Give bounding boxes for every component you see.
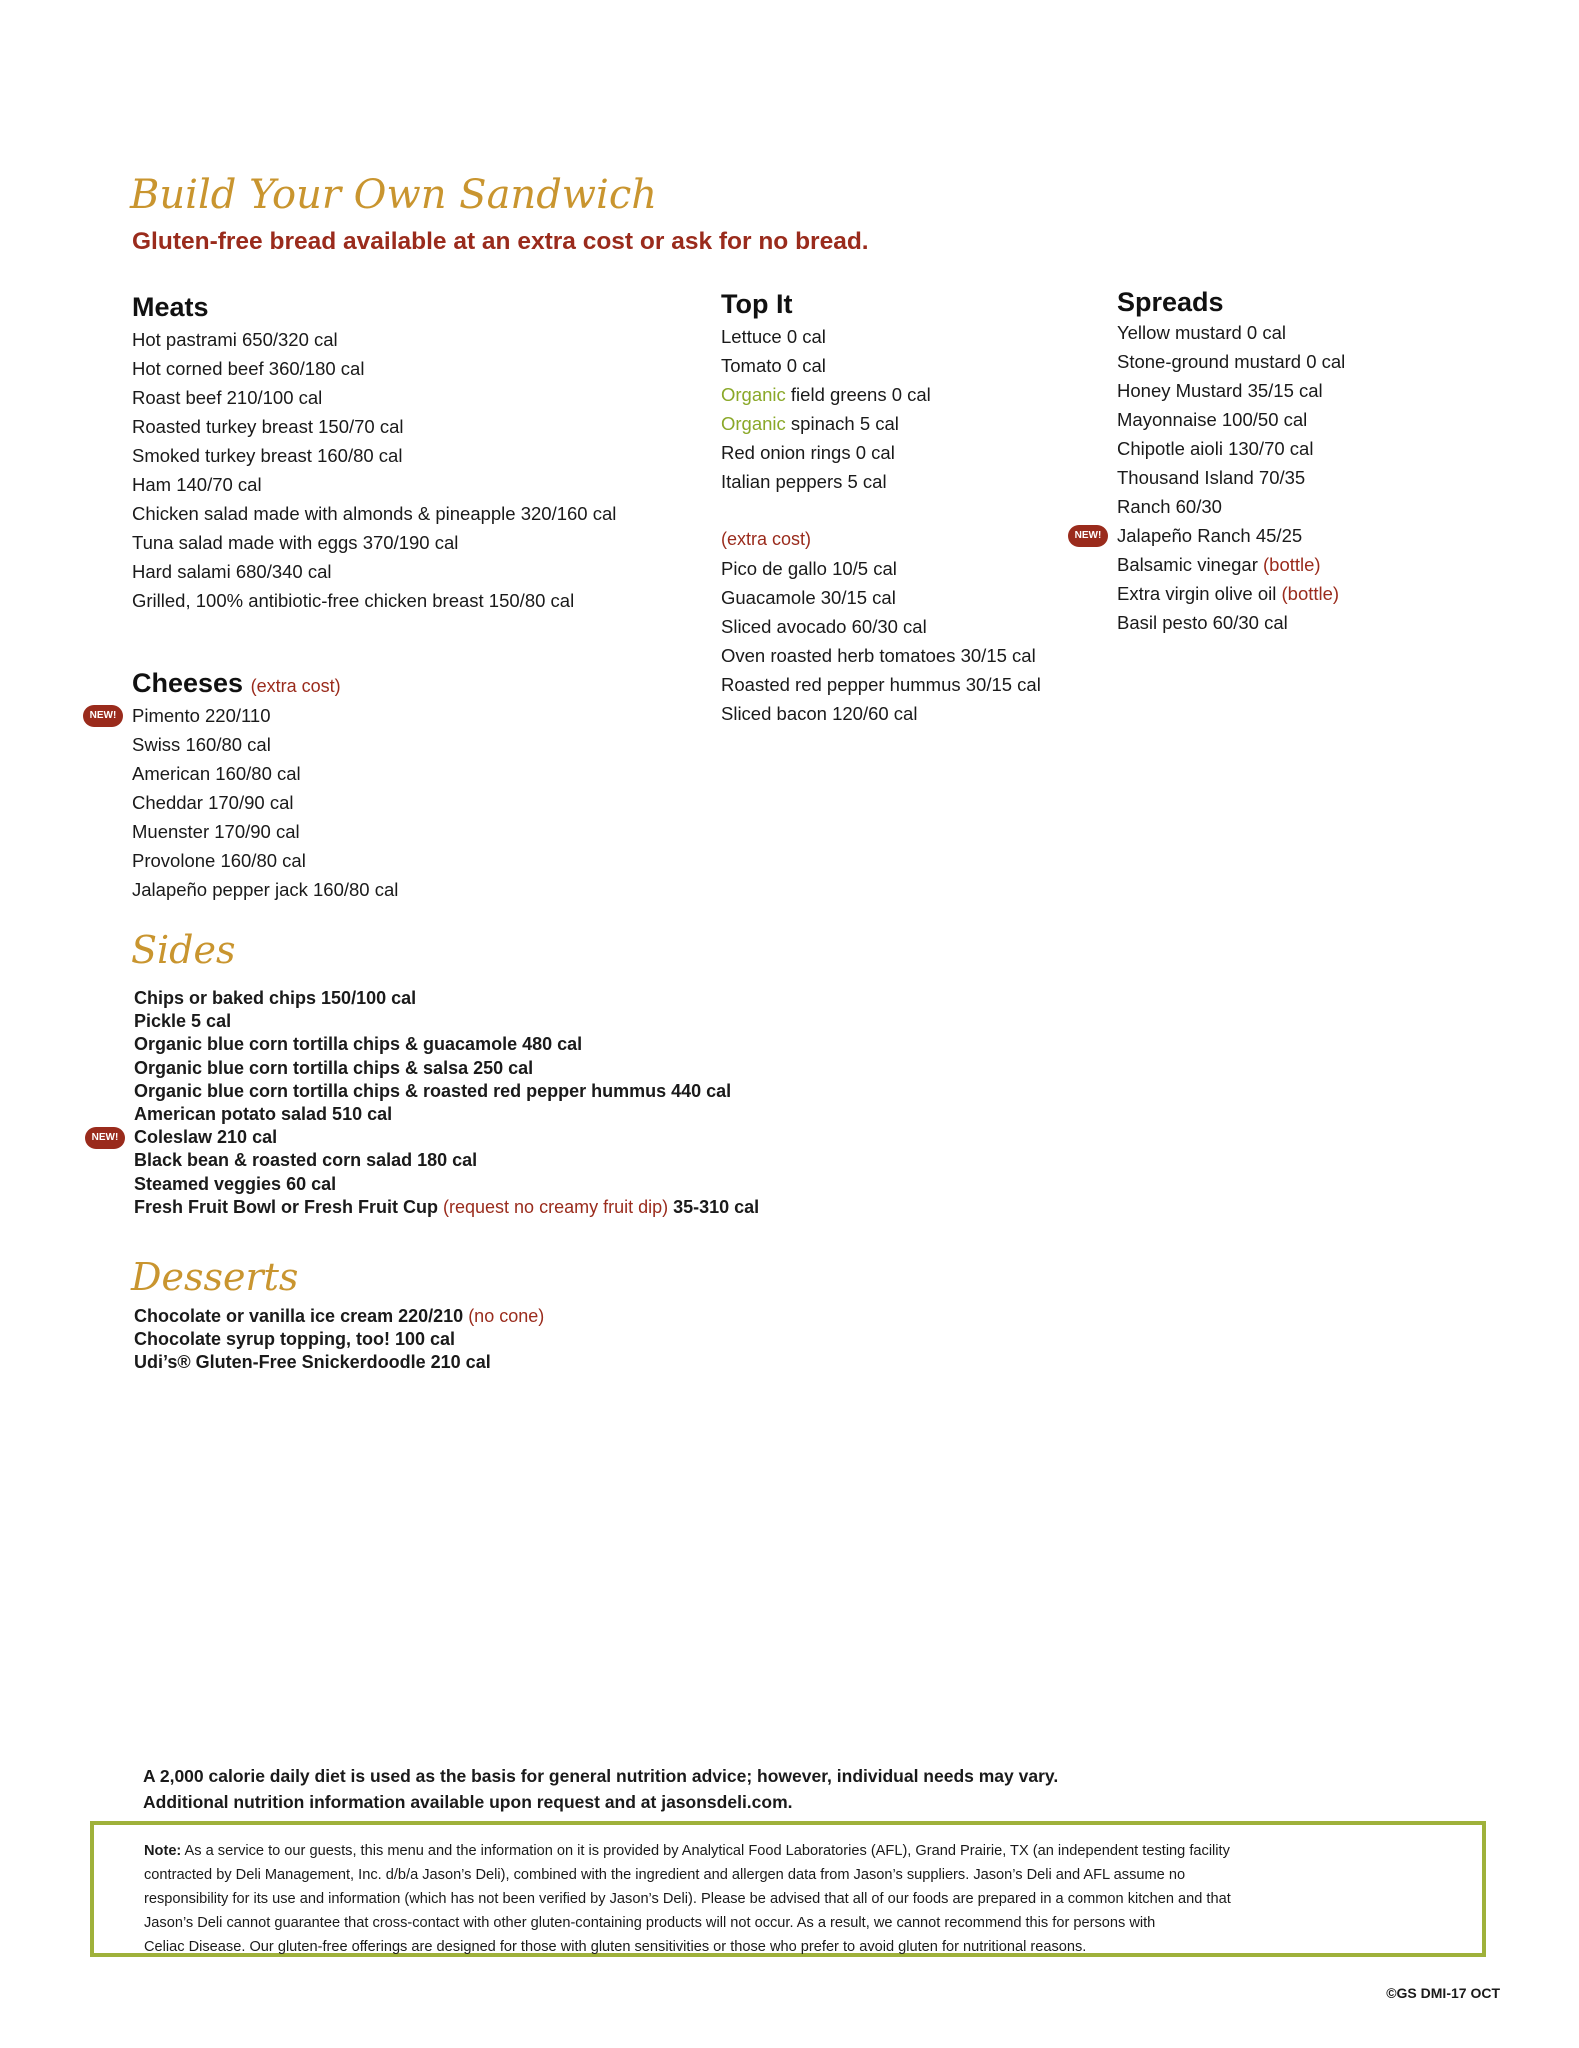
side-item: Organic blue corn tortilla chips & guacamole 480 cal — [134, 1034, 583, 1055]
top-it-section — [721, 289, 1041, 728]
meat-item: Hot pastrami 650/320 cal — [132, 329, 338, 350]
spread-item-label: Extra virgin olive oil — [1117, 583, 1282, 604]
meat-item: Roasted turkey breast 150/70 cal — [132, 416, 404, 437]
spread-item — [1117, 550, 1345, 579]
no-cone-note: (no cone) — [468, 1306, 545, 1326]
top-it-extra-cost-note: (extra cost) — [721, 529, 812, 549]
disclaimer-note-box — [90, 1821, 1486, 1957]
cheese-item-label: Pimento 220/110 — [132, 705, 271, 726]
cheeses-section — [89, 668, 399, 904]
top-it-extra-list — [721, 554, 1041, 728]
topping-item-label: field greens 0 cal — [785, 384, 931, 405]
organic-label: Organic — [721, 413, 786, 434]
note-text: As a service to our guests, this menu and the information on it is provided by Analytical Food Laboratories (AFL), Grand Prairie, TX (an independent testing facility — [181, 1843, 1230, 1859]
gluten-free-bread-note: Gluten-free bread available at an extra cost or ask for no bread. — [132, 228, 869, 255]
dessert-item: Chocolate syrup topping, too! 100 cal — [134, 1329, 456, 1350]
side-item: Chips or baked chips 150/100 cal — [134, 988, 417, 1008]
spread-item: Thousand Island 70/35 — [1117, 467, 1306, 488]
dessert-item — [134, 1305, 544, 1328]
spreads-list — [1074, 318, 1346, 637]
topping-item-label: spinach 5 cal — [785, 413, 899, 434]
cheeses-list — [89, 701, 399, 904]
side-item: American potato salad 510 cal — [134, 1104, 393, 1125]
cheeses-heading-label: Cheeses — [132, 668, 244, 698]
spread-item: Honey Mustard 35/15 cal — [1117, 380, 1323, 401]
topping-extra-item: Sliced avocado 60/30 cal — [721, 616, 927, 637]
organic-label: Organic — [721, 384, 786, 405]
side-item: Black bean & roasted corn salad 180 cal — [134, 1150, 478, 1171]
sides-heading: Sides — [131, 928, 236, 972]
top-it-list — [721, 322, 1041, 496]
topping-item — [721, 409, 1041, 438]
meat-item: Tuna salad made with eggs 370/190 cal — [132, 532, 459, 553]
spread-item: Yellow mustard 0 cal — [1117, 322, 1286, 343]
spreads-heading: Spreads — [1117, 287, 1224, 317]
note-line: responsibility for its use and information (which has not been verified by Jason’s Deli). Please be advised that all of our foods are prepared in a common kitchen and that — [144, 1891, 1231, 1907]
meat-item: Smoked turkey breast 160/80 cal — [132, 445, 403, 466]
cheese-item: Swiss 160/80 cal — [132, 734, 271, 755]
cheese-item: Muenster 170/90 cal — [132, 821, 300, 842]
topping-extra-item: Sliced bacon 120/60 cal — [721, 703, 918, 724]
topping-item: Tomato 0 cal — [721, 355, 826, 376]
nutrition-advice-line: Additional nutrition information available upon request and at jasonsdeli.com. — [143, 1792, 793, 1812]
top-it-heading: Top It — [721, 289, 793, 319]
document-code: ©GS DMI-17 OCT — [1386, 1985, 1500, 2001]
spread-item: Chipotle aioli 130/70 cal — [1117, 438, 1314, 459]
cheeses-extra-cost-note: (extra cost) — [250, 676, 341, 696]
side-item: Organic blue corn tortilla chips & salsa 250 cal — [134, 1057, 534, 1078]
side-item: Steamed veggies 60 cal — [134, 1173, 337, 1194]
nutrition-advice — [143, 1763, 1058, 1815]
topping-item: Lettuce 0 cal — [721, 326, 826, 347]
desserts-list — [134, 1305, 544, 1375]
side-item-label: Coleslaw 210 cal — [134, 1127, 278, 1148]
side-item — [91, 1126, 759, 1149]
cheese-item: Cheddar 170/90 cal — [132, 792, 294, 813]
spread-item: Stone-ground mustard 0 cal — [1117, 351, 1346, 372]
note-line: Jason’s Deli cannot guarantee that cross-contact with other gluten-containing products will not occur. As a result, we cannot recommend this for persons with — [144, 1915, 1156, 1931]
meat-item: Chicken salad made with almonds & pineapple 320/160 cal — [132, 503, 617, 524]
new-badge: NEW! — [83, 705, 123, 727]
spreads-section — [1074, 287, 1346, 637]
topping-item: Italian peppers 5 cal — [721, 471, 887, 492]
note-line: Celiac Disease. Our gluten-free offerings are designed for those with gluten sensitivities or those who prefer to avoid gluten for nutritional reasons. — [144, 1939, 1087, 1955]
topping-extra-item: Roasted red pepper hummus 30/15 cal — [721, 674, 1041, 695]
cheese-item: Provolone 160/80 cal — [132, 850, 306, 871]
side-item-label: Fresh Fruit Bowl or Fresh Fruit Cup — [134, 1196, 444, 1217]
spread-item — [1074, 521, 1345, 550]
spread-item-label: Jalapeño Ranch 45/25 — [1117, 525, 1303, 546]
meat-item: Hot corned beef 360/180 cal — [132, 358, 365, 379]
nutrition-advice-line: A 2,000 calorie daily diet is used as the basis for general nutrition advice; however, individual needs may vary. — [143, 1766, 1059, 1786]
meats-list — [132, 325, 616, 615]
bottle-note: (bottle) — [1263, 554, 1321, 575]
note-label: Note: — [144, 1843, 182, 1859]
spread-item-label: Balsamic vinegar — [1117, 554, 1264, 575]
note-line: contracted by Deli Management, Inc. d/b/a Jason’s Deli), combined with the ingredient and allergen data from Jason’s suppliers. Jason’s Deli and AFL assume no — [144, 1867, 1186, 1883]
meats-section — [132, 292, 616, 615]
spread-item: Basil pesto 60/30 cal — [1117, 612, 1288, 633]
new-badge: NEW! — [85, 1127, 125, 1149]
side-item: Organic blue corn tortilla chips & roasted red pepper hummus 440 cal — [134, 1080, 732, 1101]
meat-item: Roast beef 210/100 cal — [132, 387, 323, 408]
dessert-item-label: Chocolate or vanilla ice cream 220/210 — [134, 1306, 469, 1326]
meat-item: Ham 140/70 cal — [132, 474, 262, 495]
cheese-item — [89, 701, 398, 730]
side-item — [134, 1196, 759, 1219]
spread-item: Ranch 60/30 — [1117, 496, 1222, 517]
new-badge: NEW! — [1068, 525, 1108, 547]
dessert-item: Udi’s® Gluten-Free Snickerdoodle 210 cal — [134, 1352, 491, 1373]
spread-item — [1117, 579, 1345, 608]
meats-heading: Meats — [132, 292, 209, 322]
topping-item: Red onion rings 0 cal — [721, 442, 895, 463]
topping-item — [721, 380, 1041, 409]
spread-item: Mayonnaise 100/50 cal — [1117, 409, 1308, 430]
side-item-calories: 35-310 cal — [668, 1196, 760, 1217]
cheese-item: American 160/80 cal — [132, 763, 301, 784]
bottle-note: (bottle) — [1281, 583, 1340, 604]
cheeses-heading — [132, 668, 398, 699]
side-item: Pickle 5 cal — [134, 1011, 232, 1032]
fruit-dip-note: (request no creamy fruit dip) — [443, 1196, 669, 1217]
note-line — [144, 1839, 1462, 1863]
sides-list — [91, 987, 760, 1219]
desserts-heading: Desserts — [131, 1255, 299, 1299]
topping-extra-item: Guacamole 30/15 cal — [721, 587, 896, 608]
topping-extra-item: Oven roasted herb tomatoes 30/15 cal — [721, 645, 1036, 666]
page-title: Build Your Own Sandwich — [130, 172, 657, 218]
meat-item: Grilled, 100% antibiotic-free chicken breast 150/80 cal — [132, 590, 575, 611]
cheese-item: Jalapeño pepper jack 160/80 cal — [132, 879, 399, 900]
topping-extra-item: Pico de gallo 10/5 cal — [721, 558, 897, 579]
meat-item: Hard salami 680/340 cal — [132, 561, 332, 582]
